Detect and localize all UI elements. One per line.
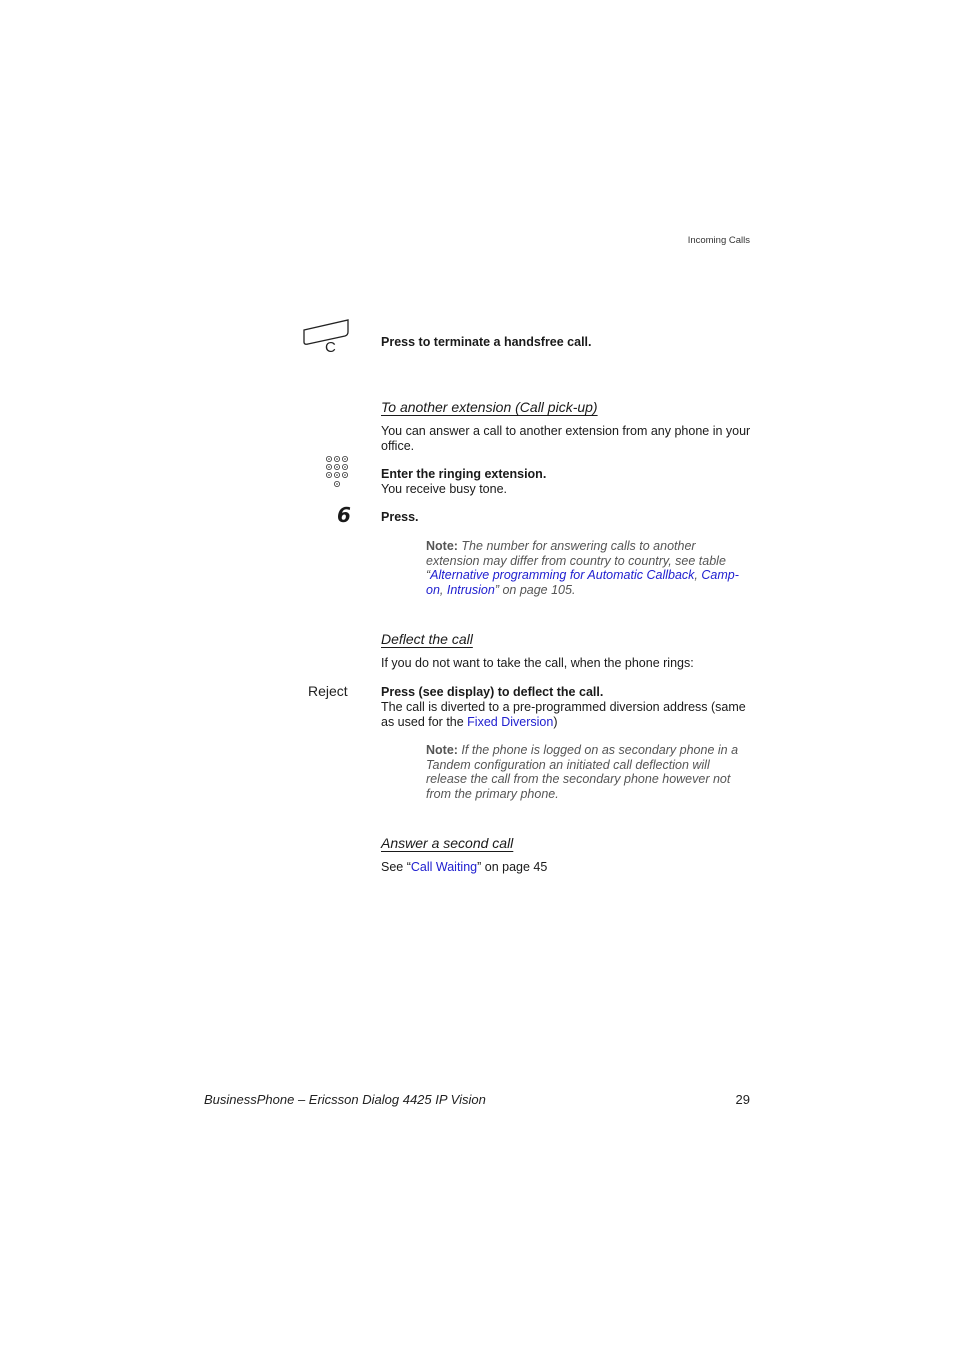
link-fixed-diversion[interactable]: Fixed Diversion [467,714,554,729]
reference-text-end: ” on page 45 [477,860,548,874]
link-camp-on[interactable]: Camp-on [426,568,739,597]
note-text: If the phone is logged on as secondary phone in a Tandem configuration an initiated call deflection will release the call from the secondary phone however not from the primary phone. [426,743,739,801]
reference-text: See “ [381,860,411,874]
section-heading-deflect: Deflect the call [381,631,473,647]
deflect-description [381,700,753,729]
note-sep: , [439,582,447,597]
note-label: Note: [426,539,458,553]
step-enter-extension: Enter the ringing extension. [381,467,547,481]
key-6-icon: 6 [337,503,351,527]
note-deflect [426,743,751,801]
note-label: Note: [426,743,458,757]
step-deflect: Press (see display) to deflect the call. [381,685,604,699]
running-header: Incoming Calls [687,235,750,246]
keypad-icon [325,455,351,489]
section-heading-call-pickup: To another extension (Call pick-up) [381,399,598,415]
note-pickup [426,539,751,597]
note-sep: , [694,568,702,582]
link-alternative-programming[interactable]: Alternative programming for Automatic Callback [430,568,695,582]
second-call-reference [381,860,547,875]
page-number: 29 [735,1092,750,1107]
call-pickup-intro: You can answer a call to another extension from any phone in your office. [381,424,751,453]
footer-title: BusinessPhone – Ericsson Dialog 4425 IP Vision [204,1092,486,1107]
deflect-intro: If you do not want to take the call, when the phone rings: [381,656,694,670]
handsfree-instruction: Press to terminate a handsfree call. [381,335,592,349]
step-busy-tone: You receive busy tone. [381,482,508,496]
link-call-waiting[interactable]: Call Waiting [410,860,478,874]
handset-key-label: C [325,339,336,356]
link-intrusion[interactable]: Intrusion [446,582,495,597]
section-heading-second-call: Answer a second call [381,835,514,851]
note-text: The number for answering calls to another extension may differ from country to country, see table “ [426,539,726,582]
deflect-text-end: ) [553,714,558,729]
deflect-text: The call is diverted to a pre-programmed diversion address (same as used for the [381,700,746,729]
step-press: Press. [381,510,419,524]
note-text-end: ” on page 105. [494,582,576,597]
softkey-reject[interactable]: Reject [308,683,348,699]
